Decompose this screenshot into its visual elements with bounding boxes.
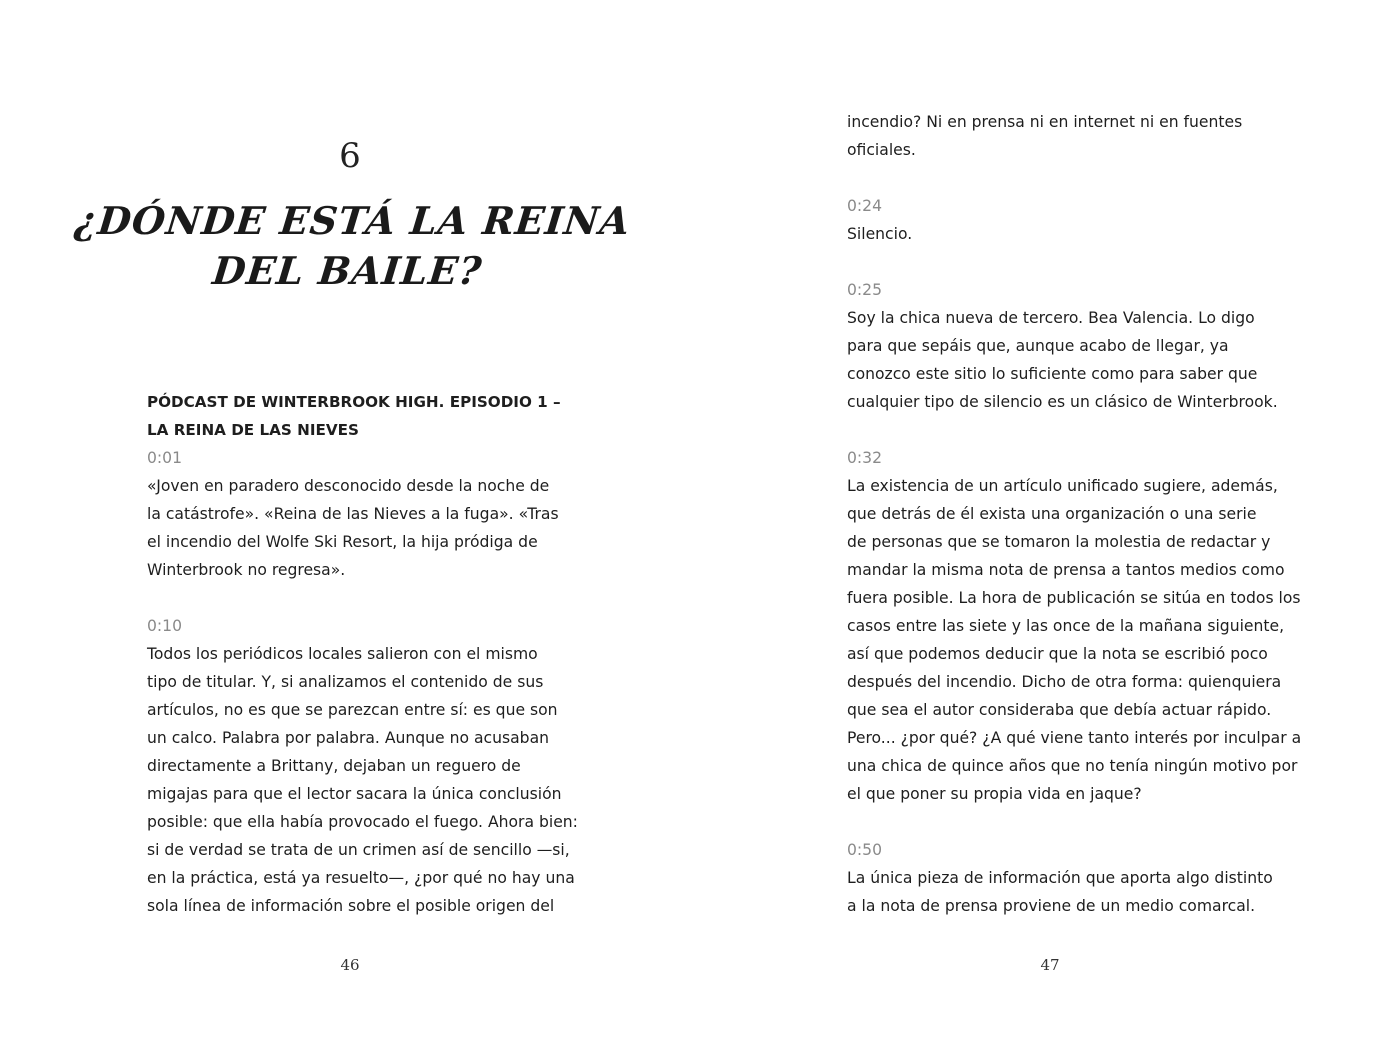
text-line: a la nota de prensa proviene de un medio comarcal.	[847, 897, 1256, 915]
page-number: 46	[340, 956, 360, 974]
chapter-title-line: DEL BAILE?	[210, 248, 485, 293]
text-line: cualquier tipo de silencio es un clásico de Winterbrook.	[847, 393, 1278, 411]
podcast-heading	[147, 388, 587, 444]
text-line: La única pieza de información que aporta algo distinto	[847, 869, 1273, 887]
text-line: el incendio del Wolfe Ski Resort, la hija pródiga de	[147, 533, 538, 551]
text-line: que detrás de él exista una organización o una serie	[847, 505, 1257, 523]
timestamp: 0:01	[147, 449, 183, 467]
text-line: tipo de titular. Y, si analizamos el contenido de sus	[147, 673, 544, 691]
paragraph	[147, 472, 587, 584]
timestamp: 0:24	[847, 197, 883, 215]
text-line: el que poner su propia vida en jaque?	[847, 785, 1142, 803]
timestamp: 0:25	[847, 281, 883, 299]
text-line: La existencia de un artículo unificado sugiere, además,	[847, 477, 1278, 495]
text-line: sola línea de información sobre el posible origen del	[147, 897, 555, 915]
text-line: Silencio.	[847, 225, 913, 243]
text-line: casos entre las siete y las once de la mañana siguiente,	[847, 617, 1285, 635]
text-line: de personas que se tomaron la molestia de redactar y	[847, 533, 1271, 551]
text-line: la catástrofe». «Reina de las Nieves a la fuga». «Tras	[147, 505, 559, 523]
text-line: incendio? Ni en prensa ni en internet ni en fuentes	[847, 113, 1243, 131]
right-text-column	[847, 108, 1302, 920]
right-page	[700, 0, 1400, 1044]
podcast-heading-line: LA REINA DE LAS NIEVES	[147, 421, 359, 439]
paragraph	[847, 472, 1302, 808]
text-line: una chica de quince años que no tenía ningún motivo por	[847, 757, 1298, 775]
text-line: que sea el autor consideraba que debía actuar rápido.	[847, 701, 1272, 719]
text-line: si de verdad se trata de un crimen así de sencillo —si,	[147, 841, 570, 859]
text-line: Winterbrook no regresa».	[147, 561, 346, 579]
text-line: un calco. Palabra por palabra. Aunque no acusaban	[147, 729, 550, 747]
text-line: Soy la chica nueva de tercero. Bea Valencia. Lo digo	[847, 309, 1255, 327]
text-line: para que sepáis que, aunque acabo de llegar, ya	[847, 337, 1229, 355]
timestamp: 0:10	[147, 617, 183, 635]
chapter-title	[0, 196, 705, 296]
timestamp: 0:50	[847, 841, 883, 859]
text-line: mandar la misma nota de prensa a tantos medios como	[847, 561, 1285, 579]
paragraph	[147, 640, 587, 920]
podcast-heading-line: PÓDCAST DE WINTERBROOK HIGH. EPISODIO 1 –	[147, 393, 561, 411]
text-line: directamente a Brittany, dejaban un reguero de	[147, 757, 521, 775]
left-text-column	[147, 388, 587, 920]
text-line: conozco este sitio lo suficiente como para saber que	[847, 365, 1258, 383]
paragraph	[847, 108, 1287, 164]
timestamp: 0:32	[847, 449, 883, 467]
text-line: en la práctica, está ya resuelto—, ¿por qué no hay una	[147, 869, 575, 887]
paragraph	[847, 304, 1287, 416]
paragraph	[847, 220, 1287, 248]
chapter-title-line: ¿DÓNDE ESTÁ LA REINA	[72, 198, 633, 243]
text-line: Todos los periódicos locales salieron con el mismo	[147, 645, 538, 663]
chapter-number: 6	[339, 136, 361, 176]
paragraph	[847, 864, 1287, 920]
page-number: 47	[1040, 956, 1060, 974]
text-line: migajas para que el lector sacara la única conclusión	[147, 785, 562, 803]
text-line: Pero... ¿por qué? ¿A qué viene tanto interés por inculpar a	[847, 729, 1302, 747]
text-line: fuera posible. La hora de publicación se sitúa en todos los	[847, 589, 1301, 607]
text-line: «Joven en paradero desconocido desde la noche de	[147, 477, 550, 495]
text-line: después del incendio. Dicho de otra forma: quienquiera	[847, 673, 1282, 691]
text-line: oficiales.	[847, 141, 916, 159]
text-line: artículos, no es que se parezcan entre sí: es que son	[147, 701, 558, 719]
text-line: así que podemos deducir que la nota se escribió poco	[847, 645, 1268, 663]
text-line: posible: que ella había provocado el fuego. Ahora bien:	[147, 813, 578, 831]
